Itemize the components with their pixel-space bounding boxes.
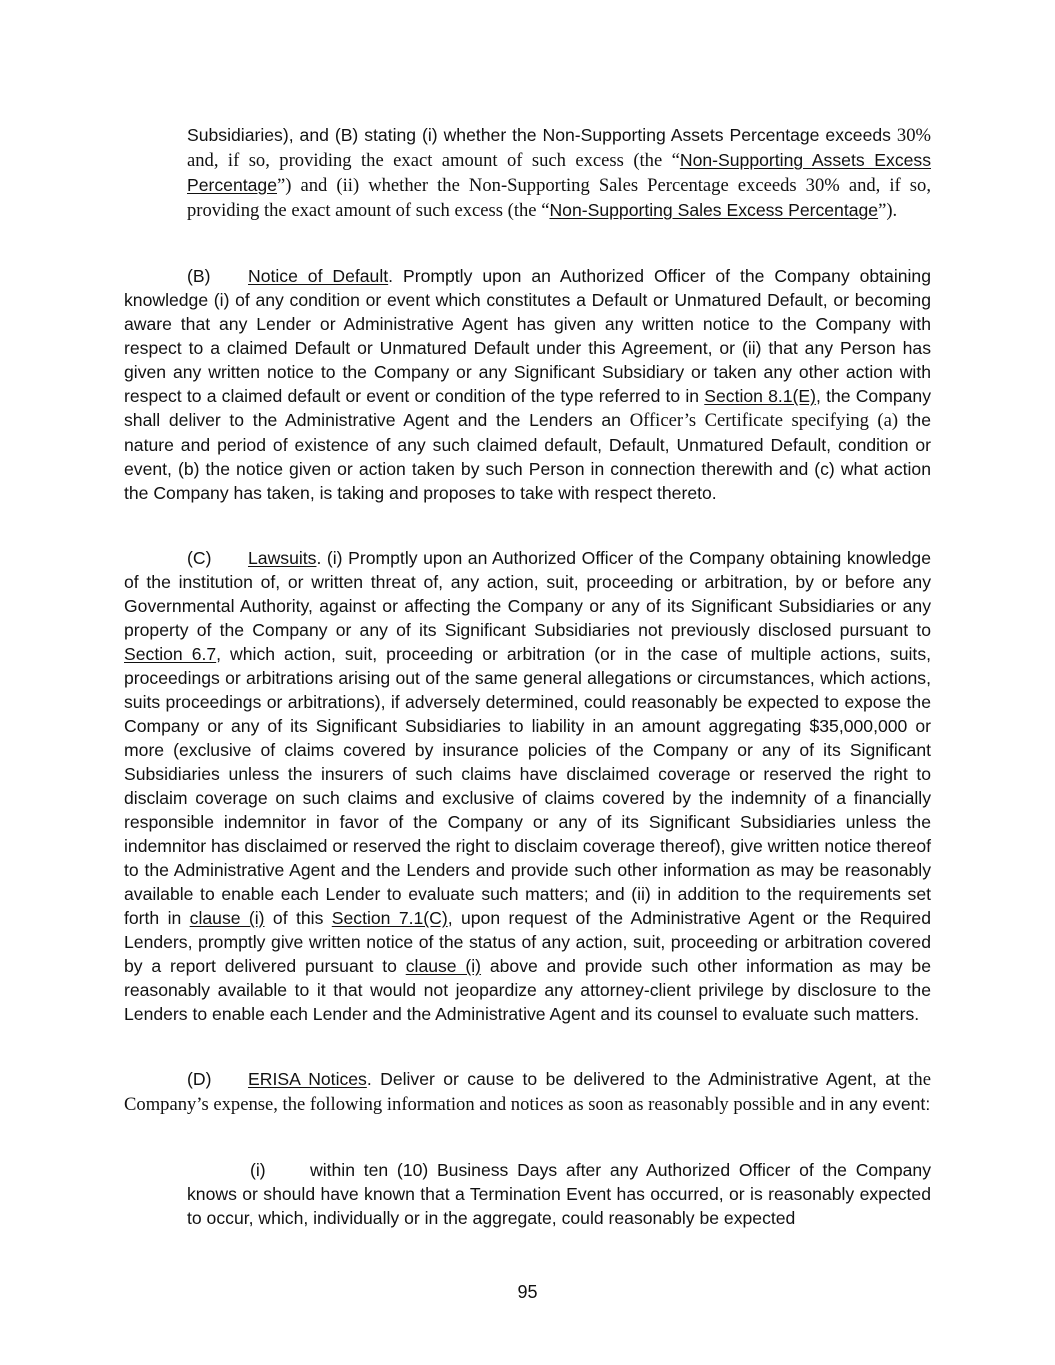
continuation-text-4: and, if so, providing the exact amount of such excess (the “ [187,175,931,221]
item-i-text: within ten (10) Business Days after any Authorized Officer of the Company knows or should have known that a Termination Event has occurred, or is reasonably expected to occur, which, individually or in the aggregate, could reasonably be expected [187,1160,931,1228]
section-b-text-3: Officer’s Certificate specifying (a) [629,410,907,431]
section-d-label: (D) [187,1069,212,1089]
section-d-paragraph [124,1067,931,1117]
continuation-text-1: Subsidiaries), and (B) stating (i) whether the Non-Supporting Assets Percentage exceeds [187,125,897,145]
section-c-paragraph [124,546,931,1026]
defined-term-sales-excess: Non-Supporting Sales Excess Percentage [549,200,879,220]
section-c-label: (C) [187,548,212,568]
section-b-heading: Notice of Default [248,266,389,286]
item-i-paragraph [187,1158,931,1230]
section-ref-6-7: Section 6.7 [124,644,217,664]
section-c-text-2: , which action, suit, proceeding or arbitration (or in the case of multiple actions, suits, proceedings or arbitrations arising out of the same general allegations or circumstances, which actions, suits proceedings or arbitrations), if adversely determined, could reasonably be expected to expose the Company or any of its Significant Subsidiaries to liability in an amount aggregating $35,000,000 or more (exclusive of claims covered by insurance policies of the Company or any of its Significant Subsidiaries unless the insurers of such claims have disclaimed coverage or reserved the right to disclaim coverage on such claims and exclusive of claims covered by the indemnity of a financially responsible indemnitor in favor of the Company or any of its Significant Subsidiaries unless the indemnitor has disclaimed or reserved the right to disclaim coverage thereof), give written notice thereof to the Administrative Agent and the Lenders and provide such other information as may be reasonably available to enable each Lender to evaluate such matters; and (ii) in addition to the requirements set forth in [124,644,932,928]
section-b-paragraph [124,264,931,505]
continuation-text-3: ”) and (ii) whether the Non-Supporting Sales Percentage exceeds 30% [277,175,849,196]
section-d-text-2: the Company’s expense, the following information and notices as soon as reasonably possible and [124,1069,931,1115]
continuation-paragraph [187,123,931,223]
section-b-text-2: , the Company shall deliver to the Administrative Agent and the Lenders an [124,386,931,430]
section-c-text-3: of this [264,908,332,928]
section-b-label: (B) [187,266,211,286]
continuation-text-5: ”). [878,200,898,221]
section-b-text-4: the nature and period of existence of any such claimed default, Default, Unmatured Default, condition or event, (b) the notice given or action taken by such Person in connection therewith and (c) what action the Company has taken, is taking and proposes to take with respect thereto. [124,410,931,503]
section-c-text-5: above and provide such other information as may be reasonably available to it that would not jeopardize any attorney-client privilege by disclosure to the Lenders to enable each Lender and the Administrative Agent and its counsel to evaluate such matters. [124,956,931,1024]
item-i-label: (i) [250,1160,266,1180]
section-ref-7-1-c: Section 7.1(C) [331,908,448,928]
section-ref-8-1-e: Section 8.1(E) [704,386,817,406]
section-b-text-1: . Promptly upon an Authorized Officer of the Company obtaining knowledge (i) of any condition or event which constitutes a Default or Unmatured Default, or becoming aware that any Lender or Administrative Agent has given any written notice to the Company with respect to a claimed Default or Unmatured Default under this Agreement, or (ii) that any Person has given any written notice to the Company or any Significant Subsidiary or taken any other action with respect to a claimed default or event or condition of the type referred to in [124,266,931,406]
page-number: 95 [517,1282,538,1302]
section-c-heading: Lawsuits [248,548,317,568]
clause-ref-i-second: clause (i) [405,956,482,976]
section-d-text-1: . Deliver or cause to be delivered to the Administrative Agent, at [366,1069,909,1089]
defined-term-assets-excess: Non-Supporting Assets Excess Percentage [187,150,931,195]
clause-ref-i: clause (i) [189,908,265,928]
continuation-text-2: 30% and, if so, providing the exact amount of such excess (the “ [187,125,931,171]
section-c-text-4: , upon request of the Administrative Agent or the Required Lenders, promptly give written notice of the status of any action, suit, proceeding or arbitration covered by a report delivered pursuant to [124,908,932,976]
section-d-heading: ERISA Notices [248,1069,367,1089]
section-d-text-3: in any event: [830,1094,931,1114]
section-c-text-1: . (i) Promptly upon an Authorized Officer of the Company obtaining knowledge of the institution of, or written threat of, any action, suit, proceeding or arbitration, by or before any Governmental Authority, against or affecting the Company or any of its Significant Subsidiaries or any property of the Company or any of its Significant Subsidiaries not previously disclosed pursuant to [124,548,931,640]
